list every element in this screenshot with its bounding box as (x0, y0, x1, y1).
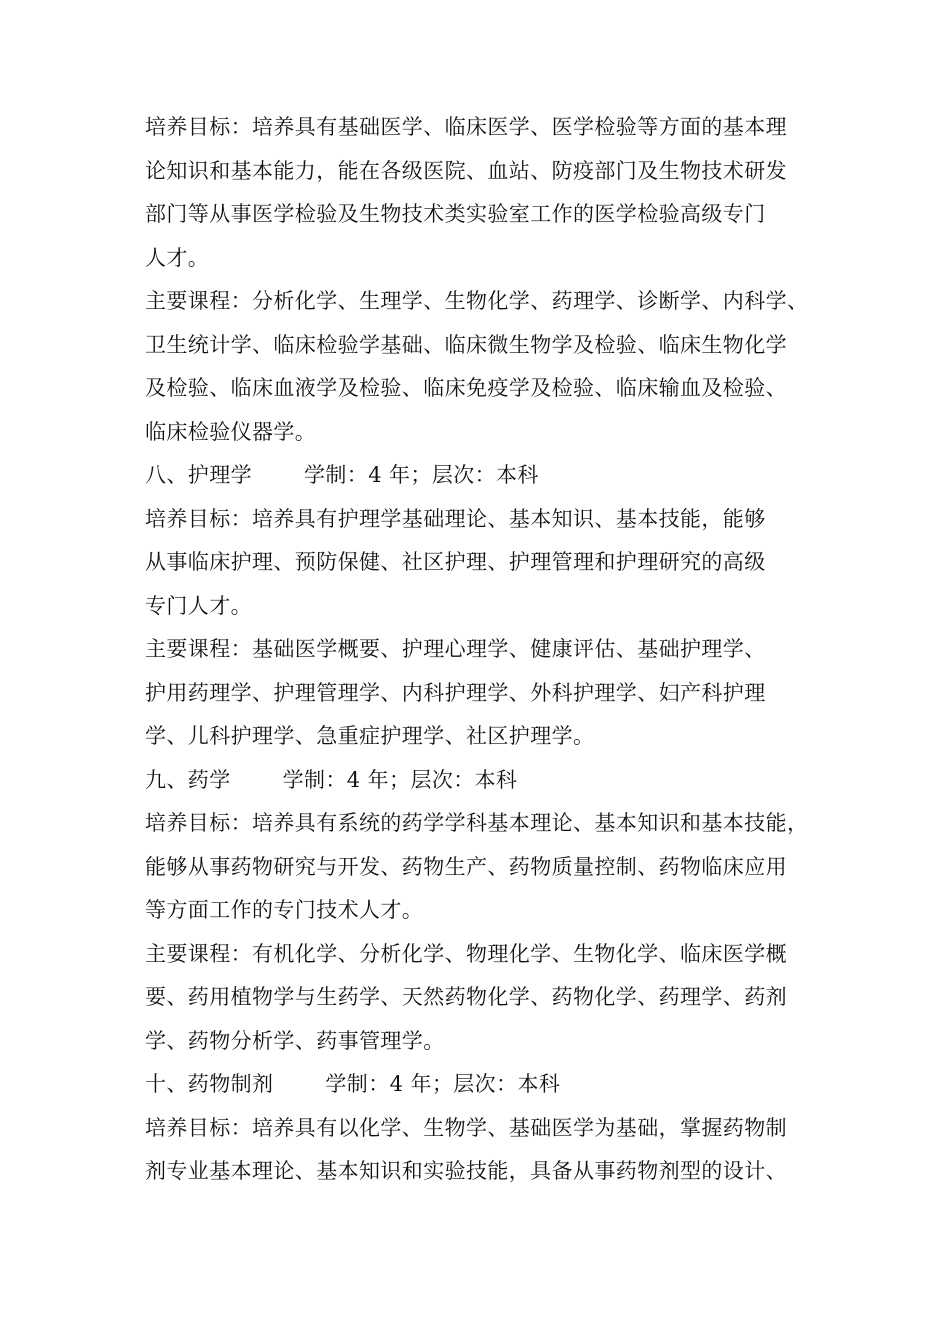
major-name: 八、护理学 (145, 463, 252, 487)
text-line: 主要课程：基础医学概要、护理心理学、健康评估、基础护理学、 (145, 637, 766, 661)
major-heading-pharmacy (145, 759, 813, 803)
major-heading-pharmaceutics (145, 1063, 813, 1107)
major-info: 学制：4 年；层次：本科 (325, 1072, 561, 1096)
text-line: 专门人才。 (145, 593, 252, 618)
document-body (145, 106, 813, 1194)
text-line: 论知识和基本能力，能在各级医院、血站、防疫部门及生物技术研发 (145, 158, 787, 183)
text-line: 从事临床护理、预防保健、社区护理、护理管理和护理研究的高级 (145, 550, 766, 574)
text-line: 护用药理学、护理管理学、内科护理学、外科护理学、妇产科护理 (145, 680, 766, 705)
text-line: 能够从事药物研究与开发、药物生产、药物质量控制、药物临床应用 (145, 854, 787, 879)
paragraph-training-goal-nursing (145, 498, 813, 629)
text-line: 主要课程：分析化学、生理学、生物化学、药理学、诊断学、内科学、 (145, 289, 809, 313)
major-name: 九、药学 (145, 767, 231, 792)
text-line: 部门等从事医学检验及生物技术类实验室工作的医学检验高级专门 (145, 202, 766, 226)
text-line: 卫生统计学、临床检验学基础、临床微生物学及检验、临床生物化学 (145, 332, 787, 357)
text-line: 培养目标：培养具有护理学基础理论、基本知识、基本技能，能够 (145, 506, 766, 531)
paragraph-main-courses-pharmacy (145, 933, 813, 1064)
text-line: 学、儿科护理学、急重症护理学、社区护理学。 (145, 724, 595, 748)
major-info: 学制：4 年；层次：本科 (282, 767, 518, 792)
text-line: 及检验、临床血液学及检验、临床免疫学及检验、临床输血及检验、 (145, 376, 787, 400)
text-line: 培养目标：培养具有基础医学、临床医学、医学检验等方面的基本理 (145, 115, 787, 139)
major-heading-nursing (145, 454, 813, 498)
paragraph-training-goal-pharmacy (145, 802, 813, 933)
paragraph-training-goal-lab-medicine (145, 106, 813, 280)
text-line: 培养目标：培养具有以化学、生物学、基础医学为基础，掌握药物制 (145, 1115, 787, 1140)
text-line: 临床检验仪器学。 (145, 419, 317, 444)
text-line: 培养目标：培养具有系统的药学学科基本理论、基本知识和基本技能， (145, 811, 809, 835)
major-name: 十、药物制剂 (145, 1072, 274, 1096)
paragraph-main-courses-nursing (145, 628, 813, 759)
text-line: 等方面工作的专门技术人才。 (145, 898, 424, 922)
major-info: 学制：4 年；层次：本科 (304, 463, 539, 487)
text-line: 人才。 (145, 245, 210, 270)
text-line: 剂专业基本理论、基本知识和实验技能，具备从事药物剂型的设计、 (145, 1159, 787, 1183)
paragraph-training-goal-pharmaceutics (145, 1107, 813, 1194)
text-line: 要、药用植物学与生药学、天然药物化学、药物化学、药理学、药剂 (145, 985, 787, 1009)
paragraph-main-courses-lab-medicine (145, 280, 813, 454)
text-line: 主要课程：有机化学、分析化学、物理化学、生物化学、临床医学概 (145, 941, 787, 966)
text-line: 学、药物分析学、药事管理学。 (145, 1028, 445, 1053)
